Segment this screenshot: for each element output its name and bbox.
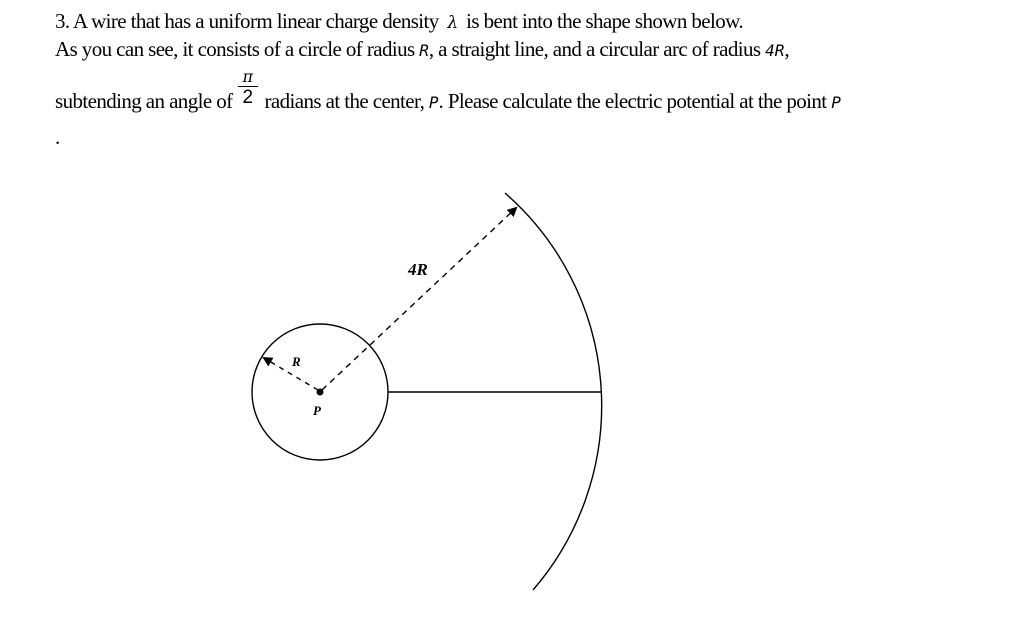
center-point-P <box>317 389 324 396</box>
problem-line-2-start: As you can see, it consists of a circle of radius <box>55 37 415 61</box>
label-R: R <box>292 354 301 369</box>
radius-R-arrow <box>264 358 318 390</box>
fraction-numerator: π <box>242 67 253 86</box>
label-4R: 4R <box>408 260 428 279</box>
problem-intro: 3. A wire that has a uniform linear charge density <box>55 9 439 33</box>
problem-line-2-mid: , a straight line, and a circular arc of radius <box>428 37 761 61</box>
variable-P: P <box>428 93 439 112</box>
problem-line-2-end: , <box>784 37 790 61</box>
radius-4R-arrow <box>322 208 516 390</box>
fraction-denominator: 2 <box>242 87 253 108</box>
problem-intro-end: is bent into the shape shown below. <box>466 9 744 33</box>
variable-4R: 4R <box>765 41 785 60</box>
lambda-symbol: λ <box>447 13 458 33</box>
trailing-period: . <box>55 125 61 149</box>
problem-line-3-mid: radians at the center, <box>264 89 425 113</box>
variable-R: R <box>419 41 429 60</box>
problem-line-3-start: subtending an angle of <box>55 89 233 113</box>
problem-line-3-mid2: . Please calculate the electric potential at the point <box>438 89 827 113</box>
label-P: P <box>313 403 321 418</box>
variable-P-2: P <box>831 93 841 112</box>
